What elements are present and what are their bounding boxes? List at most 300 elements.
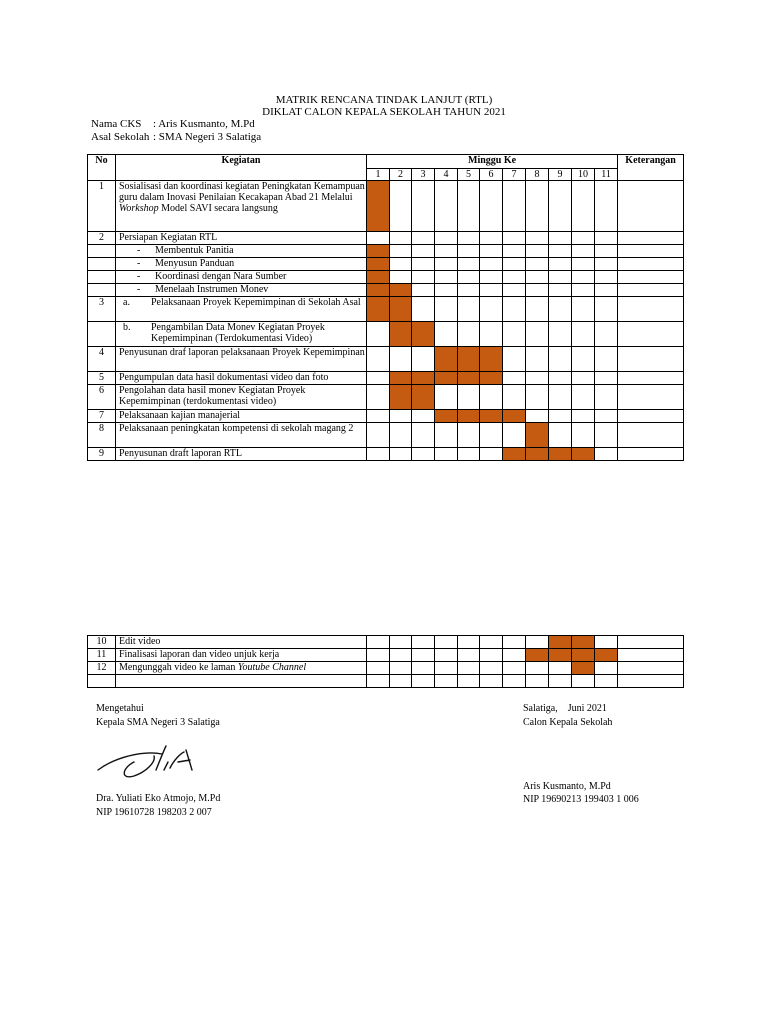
- row-number: [88, 258, 116, 271]
- week-cell-11: [595, 322, 618, 347]
- week-cell-2: [390, 347, 412, 372]
- week-cell-4: [435, 271, 458, 284]
- table-row: [88, 258, 684, 271]
- week-cell-9: [549, 675, 572, 688]
- week-cell-9: [549, 322, 572, 347]
- week-cell-8: [526, 675, 549, 688]
- week-cell-filled-4: [435, 372, 458, 385]
- kegiatan-cell: Edit video: [116, 636, 367, 649]
- kegiatan-text: Pengambilan Data Monev Kegiatan Proyek Kepemimpinan (Terdokumentasi Video): [151, 322, 325, 344]
- week-cell-4: [435, 662, 458, 675]
- table-row: [88, 636, 684, 649]
- week-header-10: 10: [572, 169, 595, 181]
- nama-cks-label: Nama CKS: [91, 118, 142, 130]
- week-cell-5: [458, 649, 480, 662]
- document-title-line2: DIKLAT CALON KEPALA SEKOLAH TAHUN 2021: [262, 106, 506, 118]
- week-cell-10: [572, 245, 595, 258]
- week-cell-5: [458, 297, 480, 322]
- week-cell-filled-8: [526, 423, 549, 448]
- week-cell-6: [480, 675, 503, 688]
- keterangan-cell: [618, 232, 684, 245]
- week-header-3: 3: [412, 169, 435, 181]
- week-cell-8: [526, 297, 549, 322]
- keterangan-cell: [618, 297, 684, 322]
- week-cell-11: [595, 675, 618, 688]
- keterangan-cell: [618, 372, 684, 385]
- week-cell-9: [549, 347, 572, 372]
- week-cell-11: [595, 271, 618, 284]
- week-cell-7: [503, 232, 526, 245]
- document-title-line1: MATRIK RENCANA TINDAK LANJUT (RTL): [275, 94, 493, 106]
- kegiatan-cell: Pengolahan data hasil monev Kegiatan Proyek Kepemimpinan (terdokumentasi video): [116, 385, 367, 410]
- week-cell-1: [367, 649, 390, 662]
- week-cell-9: [549, 181, 572, 232]
- kegiatan-cell: [116, 662, 367, 675]
- row-number: 11: [88, 649, 116, 662]
- row-number: 5: [88, 372, 116, 385]
- keterangan-cell: [618, 662, 684, 675]
- signature-left-line2: Kepala SMA Negeri 3 Salatiga: [96, 717, 220, 728]
- week-cell-5: [458, 284, 480, 297]
- kegiatan-text: Model SAVI secara langsung: [158, 203, 278, 214]
- keterangan-cell: [618, 322, 684, 347]
- table-row: [88, 372, 684, 385]
- week-cell-3: [412, 448, 435, 461]
- week-cell-8: [526, 232, 549, 245]
- week-header-7: 7: [503, 169, 526, 181]
- week-cell-filled-3: [412, 385, 435, 410]
- week-cell-4: [435, 245, 458, 258]
- week-cell-10: [572, 297, 595, 322]
- row-number: [88, 322, 116, 347]
- week-cell-7: [503, 372, 526, 385]
- week-cell-1: [367, 410, 390, 423]
- week-cell-11: [595, 636, 618, 649]
- week-cell-6: [480, 662, 503, 675]
- row-number: 12: [88, 662, 116, 675]
- bullet-marker: a.: [123, 297, 130, 308]
- week-header-1: 1: [367, 169, 390, 181]
- week-cell-filled-2: [390, 297, 412, 322]
- week-cell-8: [526, 271, 549, 284]
- table-row: [88, 181, 684, 232]
- header-no: No: [88, 155, 116, 181]
- header-minggu-ke: Minggu Ke: [367, 155, 618, 169]
- week-cell-1: [367, 322, 390, 347]
- week-cell-2: [390, 232, 412, 245]
- week-cell-7: [503, 385, 526, 410]
- week-cell-11: [595, 297, 618, 322]
- week-cell-8: [526, 385, 549, 410]
- week-cell-2: [390, 258, 412, 271]
- week-cell-4: [435, 649, 458, 662]
- week-header-2: 2: [390, 169, 412, 181]
- week-cell-10: [572, 258, 595, 271]
- week-cell-3: [412, 245, 435, 258]
- week-cell-11: [595, 245, 618, 258]
- week-cell-filled-8: [526, 448, 549, 461]
- row-number: [88, 675, 116, 688]
- week-cell-3: [412, 271, 435, 284]
- week-cell-8: [526, 181, 549, 232]
- table-row: [88, 662, 684, 675]
- kegiatan-cell: [116, 258, 367, 271]
- week-cell-6: [480, 448, 503, 461]
- week-cell-filled-2: [390, 385, 412, 410]
- week-cell-7: [503, 245, 526, 258]
- week-cell-3: [412, 258, 435, 271]
- row-number: 9: [88, 448, 116, 461]
- signature-right-name: Aris Kusmanto, M.Pd: [523, 781, 611, 792]
- week-cell-filled-6: [480, 372, 503, 385]
- kegiatan-text-italic: Workshop: [119, 203, 159, 214]
- keterangan-cell: [618, 385, 684, 410]
- week-cell-6: [480, 258, 503, 271]
- signature-right-line2: Calon Kepala Sekolah: [523, 717, 613, 728]
- week-cell-5: [458, 232, 480, 245]
- week-cell-7: [503, 636, 526, 649]
- week-cell-11: [595, 372, 618, 385]
- week-cell-filled-1: [367, 271, 390, 284]
- week-cell-10: [572, 322, 595, 347]
- week-cell-9: [549, 271, 572, 284]
- week-cell-6: [480, 284, 503, 297]
- kegiatan-cell: Persiapan Kegiatan RTL: [116, 232, 367, 245]
- kegiatan-cell: Pelaksanaan kajian manajerial: [116, 410, 367, 423]
- week-cell-3: [412, 297, 435, 322]
- week-cell-10: [572, 385, 595, 410]
- week-cell-5: [458, 636, 480, 649]
- row-number: 1: [88, 181, 116, 232]
- week-cell-4: [435, 636, 458, 649]
- table-row: [88, 423, 684, 448]
- week-cell-2: [390, 649, 412, 662]
- week-cell-10: [572, 372, 595, 385]
- week-cell-11: [595, 410, 618, 423]
- bullet-marker: -: [137, 271, 141, 282]
- week-cell-4: [435, 284, 458, 297]
- week-cell-5: [458, 258, 480, 271]
- keterangan-cell: [618, 347, 684, 372]
- table-row: [88, 245, 684, 258]
- kegiatan-cell: Penyusunan draf laporan pelaksanaan Proyek Kepemimpinan: [116, 347, 367, 372]
- week-cell-2: [390, 448, 412, 461]
- week-cell-5: [458, 675, 480, 688]
- table-row: [88, 448, 684, 461]
- week-header-11: 11: [595, 169, 618, 181]
- week-cell-10: [572, 423, 595, 448]
- signature-left-line1: Mengetahui: [96, 703, 144, 714]
- week-cell-1: [367, 662, 390, 675]
- table-row: [88, 322, 684, 347]
- kegiatan-cell: [116, 181, 367, 232]
- table-row: [88, 410, 684, 423]
- week-header-9: 9: [549, 169, 572, 181]
- week-cell-11: [595, 448, 618, 461]
- week-cell-3: [412, 423, 435, 448]
- week-cell-7: [503, 675, 526, 688]
- row-number: 2: [88, 232, 116, 245]
- week-cell-4: [435, 258, 458, 271]
- week-cell-11: [595, 284, 618, 297]
- week-cell-filled-4: [435, 347, 458, 372]
- week-cell-9: [549, 245, 572, 258]
- keterangan-cell: [618, 649, 684, 662]
- signature-right-place-date: Salatiga, Juni 2021: [523, 703, 607, 714]
- week-cell-6: [480, 271, 503, 284]
- table-row: [88, 385, 684, 410]
- week-cell-11: [595, 181, 618, 232]
- week-cell-filled-10: [572, 636, 595, 649]
- kegiatan-cell: [116, 322, 367, 347]
- week-cell-1: [367, 675, 390, 688]
- week-cell-8: [526, 636, 549, 649]
- week-cell-filled-1: [367, 284, 390, 297]
- row-number: 6: [88, 385, 116, 410]
- table-row: [88, 675, 684, 688]
- week-cell-3: [412, 181, 435, 232]
- kegiatan-text: Sosialisasi dan koordinasi kegiatan Peningkatan Kemampuan guru dalam Inovasi Penilaian Kecakapan Abad 21 Melalui: [119, 181, 365, 203]
- week-cell-10: [572, 271, 595, 284]
- week-cell-4: [435, 385, 458, 410]
- keterangan-cell: [618, 284, 684, 297]
- week-header-4: 4: [435, 169, 458, 181]
- row-number: 7: [88, 410, 116, 423]
- table-row: [88, 649, 684, 662]
- week-cell-filled-7: [503, 410, 526, 423]
- kegiatan-cell: Pelaksanaan peningkatan kompetensi di sekolah magang 2: [116, 423, 367, 448]
- week-cell-11: [595, 423, 618, 448]
- week-cell-8: [526, 284, 549, 297]
- week-cell-9: [549, 372, 572, 385]
- week-cell-3: [412, 675, 435, 688]
- week-cell-filled-6: [480, 347, 503, 372]
- kegiatan-text: Menyusun Panduan: [155, 258, 235, 269]
- keterangan-cell: [618, 636, 684, 649]
- week-cell-filled-1: [367, 258, 390, 271]
- asal-sekolah-value: : SMA Negeri 3 Salatiga: [153, 131, 262, 143]
- week-cell-7: [503, 347, 526, 372]
- week-cell-10: [572, 181, 595, 232]
- bullet-marker: -: [137, 245, 141, 256]
- week-cell-filled-5: [458, 372, 480, 385]
- week-cell-8: [526, 322, 549, 347]
- keterangan-cell: [618, 410, 684, 423]
- week-cell-1: [367, 423, 390, 448]
- week-cell-8: [526, 410, 549, 423]
- header-keterangan: Keterangan: [618, 155, 684, 181]
- week-cell-6: [480, 181, 503, 232]
- week-cell-3: [412, 347, 435, 372]
- rtl-matrix-table: [87, 154, 684, 461]
- week-cell-8: [526, 245, 549, 258]
- week-cell-10: [572, 284, 595, 297]
- row-number: [88, 284, 116, 297]
- week-cell-5: [458, 385, 480, 410]
- keterangan-cell: [618, 448, 684, 461]
- week-cell-filled-2: [390, 284, 412, 297]
- table-row: [88, 271, 684, 284]
- bullet-marker: -: [137, 258, 141, 269]
- row-number: 8: [88, 423, 116, 448]
- kegiatan-text: Membentuk Panitia: [155, 245, 234, 256]
- week-cell-5: [458, 181, 480, 232]
- week-cell-filled-6: [480, 410, 503, 423]
- week-cell-6: [480, 385, 503, 410]
- week-cell-5: [458, 271, 480, 284]
- week-cell-4: [435, 232, 458, 245]
- kegiatan-cell: Finalisasi laporan dan video unjuk kerja: [116, 649, 367, 662]
- week-cell-11: [595, 232, 618, 245]
- week-cell-1: [367, 232, 390, 245]
- week-cell-5: [458, 423, 480, 448]
- week-cell-4: [435, 675, 458, 688]
- week-cell-7: [503, 258, 526, 271]
- kegiatan-text: Koordinasi dengan Nara Sumber: [155, 271, 287, 282]
- rtl-matrix-table-continued: [87, 635, 684, 688]
- week-cell-11: [595, 347, 618, 372]
- week-cell-filled-4: [435, 410, 458, 423]
- week-cell-filled-1: [367, 181, 390, 232]
- keterangan-cell: [618, 675, 684, 688]
- week-cell-7: [503, 423, 526, 448]
- week-cell-2: [390, 410, 412, 423]
- week-cell-filled-11: [595, 649, 618, 662]
- week-cell-2: [390, 245, 412, 258]
- kegiatan-cell: [116, 675, 367, 688]
- week-cell-filled-2: [390, 372, 412, 385]
- kegiatan-text: Pelaksanaan Proyek Kepemimpinan di Sekolah Asal: [151, 297, 361, 308]
- row-number: 4: [88, 347, 116, 372]
- bullet-marker: -: [137, 284, 141, 295]
- week-header-8: 8: [526, 169, 549, 181]
- week-cell-9: [549, 410, 572, 423]
- week-cell-7: [503, 181, 526, 232]
- kegiatan-text-italic: Youtube Channel: [237, 662, 307, 673]
- week-cell-1: [367, 448, 390, 461]
- table-row: [88, 284, 684, 297]
- week-cell-8: [526, 258, 549, 271]
- week-cell-6: [480, 297, 503, 322]
- week-cell-3: [412, 284, 435, 297]
- week-cell-3: [412, 410, 435, 423]
- signature-right-nip: NIP 19690213 199403 1 006: [523, 794, 639, 805]
- kegiatan-cell: [116, 271, 367, 284]
- kegiatan-cell: [116, 245, 367, 258]
- week-cell-10: [572, 347, 595, 372]
- week-cell-4: [435, 297, 458, 322]
- nama-cks-value: : Aris Kusmanto, M.Pd: [153, 118, 255, 130]
- handwritten-signature: [94, 740, 204, 785]
- bullet-marker: b.: [123, 322, 131, 333]
- week-cell-2: [390, 423, 412, 448]
- kegiatan-cell: Pengumpulan data hasil dokumentasi video dan foto: [116, 372, 367, 385]
- week-cell-filled-2: [390, 322, 412, 347]
- asal-sekolah-row: [91, 131, 261, 144]
- week-cell-5: [458, 245, 480, 258]
- week-cell-10: [572, 410, 595, 423]
- signature-left-name: Dra. Yuliati Eko Atmojo, M.Pd: [96, 793, 221, 804]
- week-cell-filled-9: [549, 649, 572, 662]
- week-cell-filled-1: [367, 245, 390, 258]
- row-number: [88, 245, 116, 258]
- week-header-6: 6: [480, 169, 503, 181]
- week-cell-2: [390, 662, 412, 675]
- week-cell-filled-8: [526, 649, 549, 662]
- week-cell-9: [549, 297, 572, 322]
- week-cell-filled-9: [549, 636, 572, 649]
- week-cell-8: [526, 372, 549, 385]
- week-cell-filled-10: [572, 662, 595, 675]
- row-number: 10: [88, 636, 116, 649]
- week-cell-7: [503, 271, 526, 284]
- asal-sekolah-label: Asal Sekolah: [91, 131, 150, 143]
- week-cell-3: [412, 649, 435, 662]
- week-cell-11: [595, 258, 618, 271]
- week-cell-9: [549, 284, 572, 297]
- week-cell-4: [435, 181, 458, 232]
- week-cell-filled-1: [367, 297, 390, 322]
- signature-left-nip: NIP 19610728 198203 2 007: [96, 807, 212, 818]
- keterangan-cell: [618, 271, 684, 284]
- nama-cks-row: [91, 118, 255, 131]
- week-cell-2: [390, 181, 412, 232]
- kegiatan-text: Menelaah Instrumen Monev: [155, 284, 269, 295]
- week-cell-filled-3: [412, 372, 435, 385]
- table-row: [88, 232, 684, 245]
- week-cell-9: [549, 662, 572, 675]
- week-cell-filled-7: [503, 448, 526, 461]
- kegiatan-text: Mengunggah video ke laman: [119, 662, 238, 673]
- week-cell-2: [390, 675, 412, 688]
- week-cell-6: [480, 649, 503, 662]
- week-cell-7: [503, 284, 526, 297]
- keterangan-cell: [618, 245, 684, 258]
- week-cell-9: [549, 258, 572, 271]
- header-kegiatan: Kegiatan: [116, 155, 367, 181]
- week-cell-1: [367, 372, 390, 385]
- row-number: [88, 271, 116, 284]
- week-cell-9: [549, 232, 572, 245]
- week-cell-6: [480, 423, 503, 448]
- week-cell-5: [458, 662, 480, 675]
- week-cell-filled-5: [458, 347, 480, 372]
- week-cell-3: [412, 636, 435, 649]
- week-cell-filled-3: [412, 322, 435, 347]
- week-cell-4: [435, 423, 458, 448]
- kegiatan-cell: Penyusunan draft laporan RTL: [116, 448, 367, 461]
- week-cell-1: [367, 385, 390, 410]
- week-cell-filled-10: [572, 649, 595, 662]
- week-cell-6: [480, 232, 503, 245]
- week-cell-10: [572, 232, 595, 245]
- week-header-5: 5: [458, 169, 480, 181]
- week-cell-2: [390, 271, 412, 284]
- week-cell-4: [435, 448, 458, 461]
- week-cell-11: [595, 385, 618, 410]
- keterangan-cell: [618, 258, 684, 271]
- week-cell-filled-5: [458, 410, 480, 423]
- week-cell-9: [549, 423, 572, 448]
- week-cell-5: [458, 448, 480, 461]
- week-cell-filled-9: [549, 448, 572, 461]
- week-cell-4: [435, 322, 458, 347]
- week-cell-9: [549, 385, 572, 410]
- week-cell-6: [480, 636, 503, 649]
- week-cell-11: [595, 662, 618, 675]
- table-row: [88, 297, 684, 322]
- week-cell-7: [503, 322, 526, 347]
